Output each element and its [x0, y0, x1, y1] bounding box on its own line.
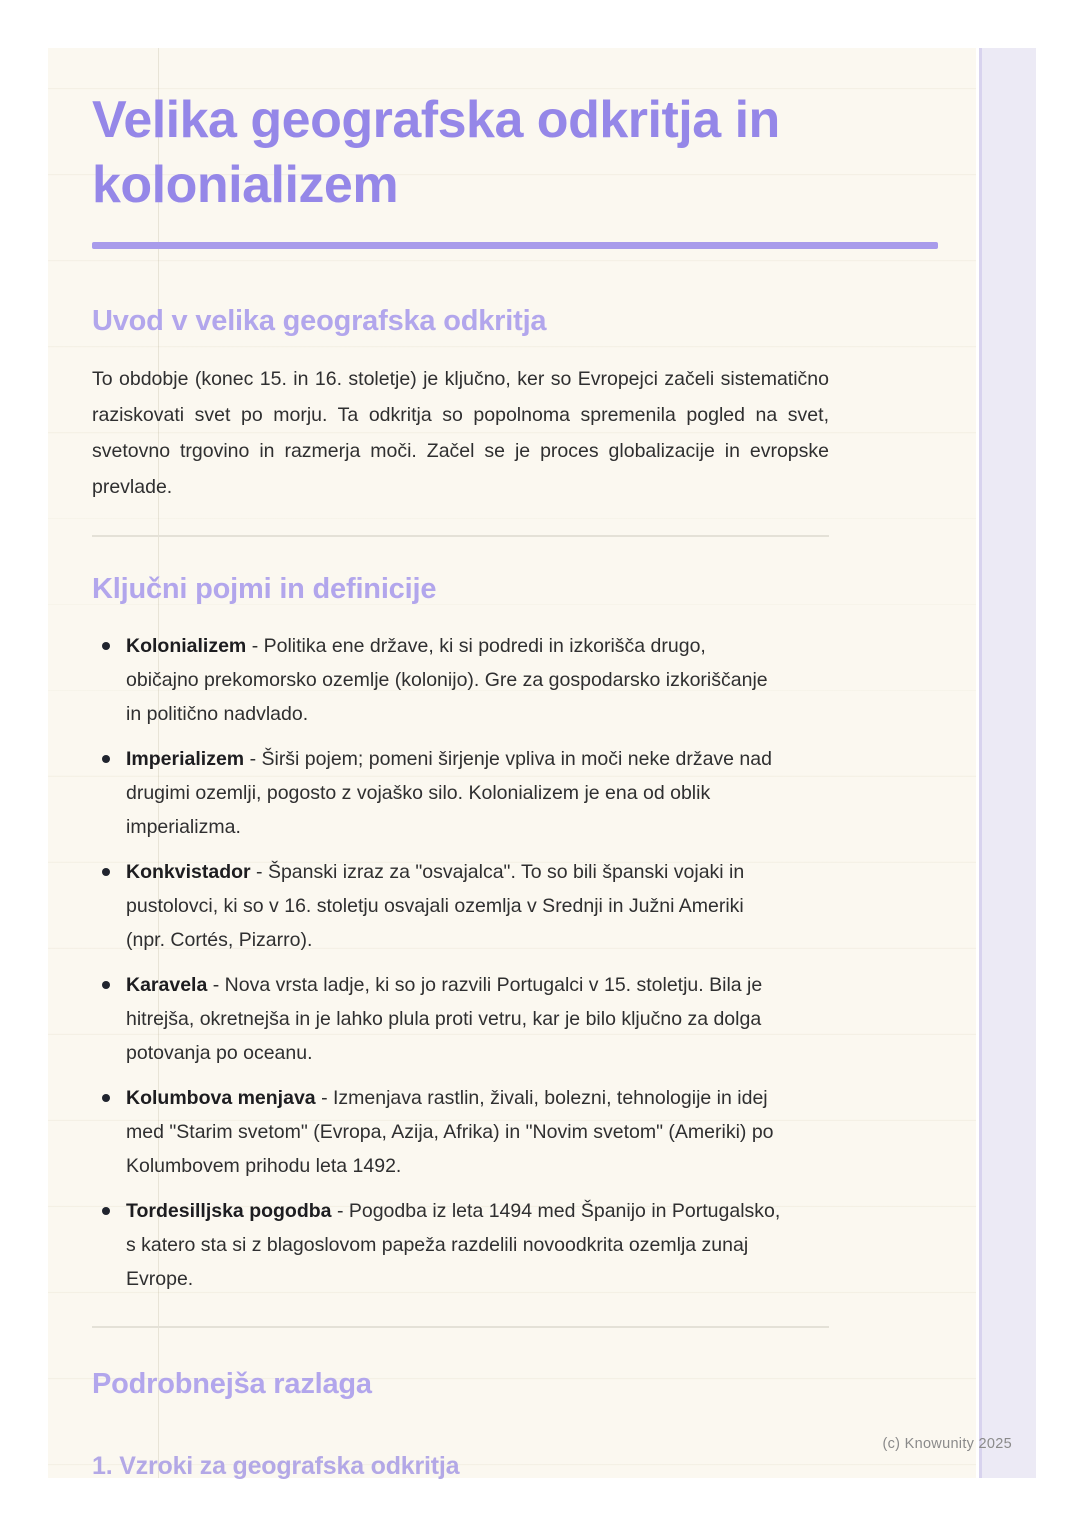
page-content — [92, 48, 938, 1482]
key-terms-list — [92, 629, 782, 1296]
title-rule — [92, 242, 938, 249]
bullet-icon — [102, 1207, 110, 1215]
term-definition: - Politika ene države, ki si podredi in izkorišča drugo, običajno prekomorsko ozemlje (kolonijo). Gre za gospodarsko izkoriščanje in politično nadvlado. — [126, 635, 768, 725]
section-divider — [92, 535, 829, 537]
section-divider — [92, 1326, 829, 1328]
bullet-icon — [102, 755, 110, 763]
term-label: Karavela — [126, 974, 208, 996]
list-item — [92, 629, 782, 731]
list-item — [92, 968, 782, 1070]
subsection-heading-causes: 1. Vzroki za geografska odkritja — [92, 1452, 460, 1480]
term-definition: - Nova vrsta ladje, ki so jo razvili Portugalci v 15. stoletju. Bila je hitrejša, okretnejša in je lahko plula proti vetru, kar je bilo ključno za dolga potovanja po oceanu. — [126, 974, 763, 1064]
bullet-icon — [102, 981, 110, 989]
copyright-watermark: (c) Knowunity 2025 — [882, 1436, 1012, 1452]
intro-paragraph: To obdobje (konec 15. in 16. stoletje) je ključno, ker so Evropejci začeli sistematično raziskovati svet po morju. Ta odkritja so popolnoma spremenila pogled na svet, svetovno trgovino in razmerja moči. Začel se je proces globalizacije in evropske prevlade. — [92, 368, 829, 498]
term-definition: - Širši pojem; pomeni širjenje vpliva in moči neke države nad drugimi ozemlji, pogosto z vojaško silo. Kolonializem je ena od oblik imperializma. — [126, 748, 772, 838]
term-definition: - Španski izraz za "osvajalca". To so bili španski vojaki in pustolovci, ki so v 16. stoletju osvajali ozemlja v Srednji in Južni Ameriki (npr. Cortés, Pizarro). — [126, 861, 745, 951]
term-label: Kolonializem — [126, 635, 247, 657]
bullet-icon — [102, 868, 110, 876]
bullet-icon — [102, 642, 110, 650]
term-label: Konkvistador — [126, 861, 251, 883]
page-edge-band — [979, 48, 1036, 1478]
section-heading-key-terms: Ključni pojmi in definicije — [92, 573, 437, 605]
page-title: Velika geografska odkritja in kolonializem — [92, 91, 780, 214]
bullet-icon — [102, 1094, 110, 1102]
list-item — [92, 855, 782, 957]
list-item — [92, 1081, 782, 1183]
term-label: Kolumbova menjava — [126, 1087, 316, 1109]
term-definition: - Pogodba iz leta 1494 med Španijo in Portugalsko, s katero sta si z blagoslovom papeža razdelili novoodkrita ozemlja zunaj Evrope. — [126, 1200, 781, 1290]
term-label: Imperializem — [126, 748, 245, 770]
list-item — [92, 1194, 782, 1296]
section-heading-intro: Uvod v velika geografska odkritja — [92, 305, 547, 337]
term-definition: - Izmenjava rastlin, živali, bolezni, tehnologije in idej med "Starim svetom" (Evropa, Azija, Afrika) in "Novim svetom" (Ameriki) po Kolumbovem prihodu leta 1492. — [126, 1087, 774, 1177]
term-label: Tordesilljska pogodba — [126, 1200, 332, 1222]
list-item — [92, 742, 782, 844]
section-heading-detail: Podrobnejša razlaga — [92, 1368, 372, 1400]
